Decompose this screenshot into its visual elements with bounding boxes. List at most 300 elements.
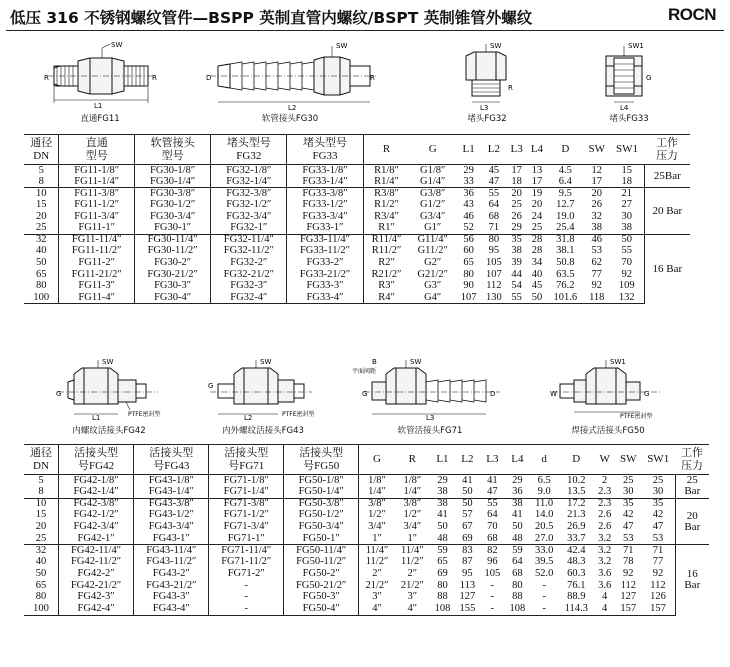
- table-cell: 108: [505, 603, 530, 615]
- table-cell: 11.0: [530, 498, 559, 510]
- table-cell: 11/4″: [359, 545, 395, 557]
- table-cell: 114.3: [559, 603, 595, 615]
- table-cell: FG42-2″: [58, 568, 133, 580]
- table-cell: 40: [531, 268, 543, 280]
- table-cell: 60.3: [567, 567, 586, 579]
- table-row: [24, 592, 709, 604]
- column-header: L3: [507, 135, 527, 165]
- table-cell: 2: [602, 474, 608, 486]
- table-cell: 90: [463, 280, 474, 292]
- table-cell: 17: [531, 175, 543, 187]
- table-cell: FG11-1/4″: [59, 176, 135, 188]
- table-cell: 118: [584, 292, 610, 304]
- table-cell: 3″: [359, 592, 395, 604]
- table-cell: R2″: [363, 258, 409, 270]
- note-ptfe: PTFE密封垫: [620, 413, 653, 420]
- label-r: R: [44, 74, 49, 82]
- table-cell: G11/2″: [417, 245, 448, 257]
- table-cell: 47: [487, 485, 498, 497]
- page-title: 低压 316 不锈钢螺纹管件—BSPP 英制直管内螺纹/BSPT 英制锥管外螺纹: [10, 9, 533, 27]
- column-header: L1: [456, 135, 481, 165]
- label-b: B: [372, 358, 377, 366]
- table-cell: 65: [35, 268, 47, 280]
- table-cell: 108: [430, 603, 455, 615]
- table-cell: 47: [652, 521, 664, 533]
- table-cell: FG32-2″: [211, 258, 287, 270]
- spec-table-2: [24, 444, 709, 616]
- table-cell: 39.5: [534, 556, 554, 568]
- column-header: 通径 DN: [24, 135, 59, 165]
- table-cell: FG33-1/8″: [287, 165, 363, 177]
- table-cell: FG50-1/8″: [284, 475, 359, 487]
- pressure-cell: 25Bar: [644, 165, 690, 188]
- table-cell: FG33-3/4″: [287, 211, 363, 223]
- table-cell: FG33-11/4″: [287, 234, 363, 246]
- table-cell: R4″: [363, 292, 409, 304]
- table-cell: 11/2″: [359, 557, 395, 569]
- table-cell: FG50-3/4″: [284, 522, 359, 534]
- column-header: 活接头型 号FG50: [284, 445, 359, 475]
- table-cell: FG43-1″: [134, 533, 209, 545]
- column-header: SW1: [641, 445, 675, 475]
- table-cell: 17.2: [559, 498, 595, 510]
- table-row: [24, 269, 690, 281]
- header-divider: [6, 30, 724, 31]
- table-cell: 50: [512, 521, 523, 533]
- table-cell: 36: [456, 188, 481, 200]
- table-row: [24, 292, 690, 304]
- table-row: [24, 200, 690, 212]
- table-cell: 57: [462, 509, 473, 521]
- table-cell: 105: [486, 257, 502, 269]
- table-cell: 20.5: [534, 521, 554, 533]
- table-cell: 11/2″: [401, 556, 424, 568]
- label-d: D: [490, 390, 496, 398]
- pressure-cell: 20 Bar: [644, 188, 690, 234]
- table-cell: 96: [487, 556, 498, 568]
- table-cell: FG42-21/2″: [58, 580, 133, 592]
- table-cell: 1″: [407, 532, 418, 544]
- table-cell: 48.3: [567, 556, 586, 568]
- table-cell: 55: [507, 292, 527, 304]
- table-cell: 3.2: [598, 556, 612, 568]
- table-cell: FG11-3/4″: [59, 211, 135, 223]
- table-cell: 6.5: [537, 474, 551, 486]
- table-cell: 55: [621, 245, 633, 257]
- table-row: [24, 510, 709, 522]
- table-cell: 38: [511, 245, 522, 257]
- table-cell: FG50-4″: [284, 603, 359, 615]
- table-cell: FG32-1/2″: [211, 200, 287, 212]
- table-cell: 39: [511, 257, 522, 269]
- table-cell: 11/4″: [395, 545, 430, 557]
- table-cell: FG50-3″: [284, 592, 359, 604]
- table-cell: 71: [488, 222, 500, 234]
- column-header: R: [363, 135, 409, 165]
- table-cell: 77: [652, 556, 664, 568]
- table-cell: R21/2″: [363, 269, 409, 281]
- table-cell: 30: [652, 485, 664, 497]
- caption-fg50: 焊接式活接头FG50: [571, 426, 645, 436]
- table-cell: R1″: [363, 223, 409, 235]
- table-cell: 43: [463, 199, 474, 211]
- table-cell: 6.4: [558, 175, 572, 187]
- table-cell: 4.5: [558, 164, 572, 176]
- table-cell: 10: [24, 498, 58, 510]
- table-cell: FG30-1/8″: [135, 165, 211, 177]
- table-cell: 1/4″: [403, 485, 422, 497]
- column-header: L4: [505, 445, 530, 475]
- table-cell: FG50-3/8″: [284, 498, 359, 510]
- table-cell: 112: [620, 579, 636, 591]
- table-cell: 25.4: [556, 222, 575, 234]
- table-cell: 26.9: [567, 521, 586, 533]
- table-cell: FG11-2″: [59, 258, 135, 270]
- table-cell: 44: [511, 268, 522, 280]
- table-cell: 155: [455, 603, 480, 615]
- table-cell: 59: [430, 545, 455, 557]
- table-cell: 18: [621, 175, 633, 187]
- table-cell: 38: [437, 485, 448, 497]
- label-r2: R: [152, 74, 157, 82]
- table-cell: 3.6: [598, 567, 612, 579]
- table-cell: 55: [480, 498, 505, 510]
- table-cell: FG50-11/4″: [284, 545, 359, 557]
- table-cell: 68: [512, 567, 523, 579]
- label-d: D: [206, 74, 212, 82]
- table-cell: FG50-11/2″: [284, 557, 359, 569]
- table-cell: 29: [511, 222, 522, 234]
- table-cell: G2″: [424, 257, 442, 269]
- table-cell: 53: [652, 532, 664, 544]
- table-cell: -: [480, 603, 505, 615]
- table-cell: -: [209, 603, 284, 615]
- label-g: G: [644, 390, 650, 398]
- table-cell: 35: [615, 498, 641, 510]
- table-cell: R3″: [363, 281, 409, 293]
- table-cell: FG42-1/8″: [58, 475, 133, 487]
- label-sw: SW: [111, 41, 123, 49]
- table-row: [24, 545, 709, 557]
- table-cell: FG32-11/4″: [211, 234, 287, 246]
- table-cell: 9.5: [547, 188, 584, 200]
- table-cell: 34: [531, 257, 543, 269]
- table-cell: 29: [463, 164, 474, 176]
- table-cell: FG30-1″: [135, 223, 211, 235]
- table-row: [24, 258, 690, 270]
- table-cell: G3/4″: [420, 210, 446, 222]
- table-cell: 29: [512, 474, 523, 486]
- table-cell: FG11-11/2″: [59, 246, 135, 258]
- label-g: G: [362, 390, 368, 398]
- table-cell: FG43-1/4″: [134, 486, 209, 498]
- label-g: G: [56, 390, 62, 398]
- table-cell: 132: [610, 292, 644, 304]
- table-cell: 15: [35, 509, 47, 521]
- column-header: 活接头型 号FG71: [209, 445, 284, 475]
- table-cell: 33.7: [567, 532, 586, 544]
- table-cell: 69: [437, 567, 448, 579]
- table-cell: 3.2: [598, 532, 612, 544]
- table-cell: 42.4: [559, 545, 595, 557]
- column-header: R: [395, 445, 430, 475]
- table-cell: FG11-3/8″: [59, 188, 135, 200]
- table-cell: G4″: [409, 292, 455, 304]
- table-cell: FG33-21/2″: [287, 269, 363, 281]
- column-header: SW: [615, 445, 641, 475]
- table-cell: R3/8″: [363, 188, 409, 200]
- table-cell: FG71-1″: [209, 533, 284, 545]
- table-cell: 3/8″: [359, 498, 395, 510]
- column-header: d: [530, 445, 559, 475]
- table-cell: 41: [487, 474, 498, 486]
- header-row: [24, 445, 709, 475]
- table-cell: 78: [623, 556, 634, 568]
- table-cell: 50: [455, 498, 480, 510]
- table-cell: 25: [652, 474, 664, 486]
- table-cell: 25: [623, 474, 634, 486]
- table-cell: 80: [512, 579, 523, 591]
- label-sw1: SW1: [610, 358, 626, 366]
- table-cell: 13.5: [567, 485, 586, 497]
- table-cell: FG30-3/4″: [135, 211, 211, 223]
- column-header: L4: [527, 135, 547, 165]
- label-sw: SW: [490, 42, 502, 50]
- table-cell: 50: [610, 234, 644, 246]
- table-cell: FG30-3/8″: [135, 188, 211, 200]
- table-cell: FG32-3/4″: [211, 211, 287, 223]
- table-cell: 80: [463, 268, 474, 280]
- table-cell: 100: [24, 603, 58, 615]
- table-cell: FG33-3/8″: [287, 188, 363, 200]
- table-cell: FG42-3″: [58, 592, 133, 604]
- table-cell: FG43-4″: [134, 603, 209, 615]
- table-cell: 88: [512, 591, 523, 603]
- table-cell: -: [542, 591, 546, 603]
- table-cell: 4″: [395, 603, 430, 615]
- table-row: [24, 246, 690, 258]
- table-cell: FG30-3″: [135, 281, 211, 293]
- table-cell: 2.6: [598, 509, 612, 521]
- table-cell: 88.9: [567, 591, 586, 603]
- table-cell: 157: [615, 603, 641, 615]
- table-cell: G3/8″: [409, 188, 455, 200]
- column-header: L2: [481, 135, 506, 165]
- label-l1: L1: [92, 414, 101, 420]
- table-cell: 41: [512, 509, 523, 521]
- table-cell: 38: [591, 222, 602, 234]
- table-cell: 65: [437, 556, 448, 568]
- label-g: G: [208, 382, 214, 390]
- table-row: [24, 533, 709, 545]
- table-cell: FG42-4″: [58, 603, 133, 615]
- table-cell: 92: [621, 268, 633, 280]
- table-cell: FG42-3/8″: [58, 498, 133, 510]
- table-cell: 42: [623, 509, 634, 521]
- table-cell: 55: [481, 188, 506, 200]
- table-cell: FG11-21/2″: [59, 269, 135, 281]
- label-l2: L2: [288, 104, 297, 110]
- table-cell: G1/8″: [420, 164, 446, 176]
- table-cell: 40: [35, 245, 47, 257]
- table-cell: 29: [437, 474, 448, 486]
- table-cell: 3″: [407, 591, 418, 603]
- column-header: 工作 压力: [675, 445, 709, 475]
- table-cell: 54: [511, 280, 522, 292]
- table-cell: 3/8″: [395, 498, 430, 510]
- table-cell: 68: [488, 210, 500, 222]
- table-cell: FG30-21/2″: [135, 269, 211, 281]
- caption-fg42: 内螺纹活接头FG42: [72, 426, 146, 436]
- note-ptfe: PTFE密封垫: [282, 411, 315, 418]
- table-cell: -: [530, 603, 559, 615]
- column-header: 软管接头 型号: [135, 135, 211, 165]
- table-cell: 20: [35, 210, 47, 222]
- table-cell: FG43-1/8″: [134, 475, 209, 487]
- figure-fg11: [40, 40, 160, 124]
- table-cell: 92: [623, 567, 634, 579]
- table-cell: G11/4″: [409, 234, 455, 246]
- label-l3: L3: [480, 104, 489, 110]
- table-cell: 1/2″: [403, 509, 422, 521]
- figure-fg43: [208, 356, 318, 438]
- table-cell: -: [490, 579, 495, 591]
- table-cell: 107: [456, 292, 481, 304]
- table-cell: FG43-11/2″: [134, 557, 209, 569]
- table-row: [24, 211, 690, 223]
- table-cell: FG33-1/2″: [287, 200, 363, 212]
- table-cell: 17: [511, 164, 522, 176]
- table-cell: 70: [487, 521, 498, 533]
- figure-fg50: [548, 356, 668, 438]
- table-cell: FG32-3″: [211, 281, 287, 293]
- table-row: [24, 281, 690, 293]
- table-cell: 45: [531, 280, 543, 292]
- table-cell: 112: [486, 280, 502, 292]
- table-cell: -: [542, 579, 546, 591]
- column-header: 直通 型号: [59, 135, 135, 165]
- table-cell: FG11-1/8″: [59, 165, 135, 177]
- table-cell: 10: [24, 188, 59, 200]
- table-cell: 30: [621, 210, 633, 222]
- table-cell: G1/4″: [420, 175, 446, 187]
- table-cell: 15: [35, 199, 47, 211]
- table-cell: 25: [35, 222, 47, 234]
- table-row: [24, 188, 690, 200]
- table-cell: 32: [591, 210, 602, 222]
- table-cell: 20: [584, 188, 610, 200]
- table-cell: 40: [35, 556, 47, 568]
- table-row: [24, 498, 709, 510]
- table-cell: FG32-1/4″: [211, 176, 287, 188]
- table-cell: 12.7: [556, 199, 575, 211]
- column-header: W: [594, 445, 615, 475]
- table-cell: FG11-3″: [59, 281, 135, 293]
- table-cell: 4: [594, 603, 615, 615]
- table-cell: R1/2″: [363, 200, 409, 212]
- table-cell: 25: [35, 532, 47, 544]
- table-cell: 59: [505, 545, 530, 557]
- note-ptfe: PTFE密封垫: [128, 411, 161, 418]
- table-cell: 53: [623, 532, 634, 544]
- table-cell: 5: [38, 474, 44, 486]
- table-row: [24, 580, 709, 592]
- table-cell: G1″: [424, 222, 442, 234]
- table-cell: 126: [650, 591, 666, 603]
- table-cell: 19.0: [556, 210, 575, 222]
- table-cell: 9.0: [537, 485, 551, 497]
- table-cell: 3.2: [594, 545, 615, 557]
- table-cell: 13: [531, 164, 543, 176]
- table-row: [24, 176, 690, 188]
- table-cell: 71: [615, 545, 641, 557]
- table-cell: 62: [591, 257, 602, 269]
- column-header: G: [359, 445, 395, 475]
- table-cell: 67: [462, 521, 473, 533]
- table-cell: 87: [462, 556, 473, 568]
- table-cell: 95: [488, 245, 500, 257]
- table-cell: 4″: [359, 603, 395, 615]
- table-cell: 32: [24, 234, 59, 246]
- table-cell: 77: [591, 268, 602, 280]
- table-cell: 69: [462, 532, 473, 544]
- table-cell: 64: [487, 509, 498, 521]
- table-cell: 46: [463, 210, 474, 222]
- table-cell: FG71-1/8″: [209, 475, 284, 487]
- table-cell: 8: [38, 175, 44, 187]
- table-cell: 48: [512, 532, 523, 544]
- table-cell: 82: [480, 545, 505, 557]
- table-cell: FG33-1″: [287, 223, 363, 235]
- table-cell: 46: [584, 234, 610, 246]
- table-cell: FG50-21/2″: [284, 580, 359, 592]
- table-cell: 113: [459, 579, 476, 591]
- table-row: [24, 475, 709, 487]
- pressure-cell: 20 Bar: [675, 498, 709, 545]
- table-cell: 45: [488, 164, 500, 176]
- table-cell: 1/8″: [403, 474, 422, 486]
- table-cell: 70: [621, 257, 633, 269]
- table-cell: FG33-11/2″: [287, 246, 363, 258]
- table-cell: FG71-3/4″: [209, 522, 284, 534]
- figure-fg33: [594, 40, 664, 124]
- table-cell: FG33-1/4″: [287, 176, 363, 188]
- table-cell: 21/2″: [400, 579, 424, 591]
- table-cell: FG30-4″: [135, 292, 211, 304]
- caption-fg32: 堵头FG32: [467, 114, 507, 124]
- table-cell: 80: [35, 280, 47, 292]
- spec-table-1: [24, 134, 690, 304]
- column-header: SW: [584, 135, 610, 165]
- table-cell: FG43-21/2″: [134, 580, 209, 592]
- table-cell: 92: [652, 567, 664, 579]
- column-header: D: [547, 135, 584, 165]
- table-cell: 20: [35, 521, 47, 533]
- table-cell: R3/4″: [363, 211, 409, 223]
- table-cell: FG11-11/4″: [59, 234, 135, 246]
- table-cell: 26: [511, 210, 522, 222]
- table-cell: FG50-1/2″: [284, 510, 359, 522]
- table-cell: FG32-3/8″: [211, 188, 287, 200]
- label-l3: L3: [426, 414, 435, 420]
- table-cell: FG30-1/4″: [135, 176, 211, 188]
- column-header: L2: [455, 445, 480, 475]
- table-cell: FG42-1/4″: [58, 486, 133, 498]
- label-sw: SW: [336, 42, 348, 50]
- column-header: 活接头型 号FG42: [58, 445, 133, 475]
- table-cell: 47: [623, 521, 634, 533]
- figure-fg30: [200, 40, 380, 124]
